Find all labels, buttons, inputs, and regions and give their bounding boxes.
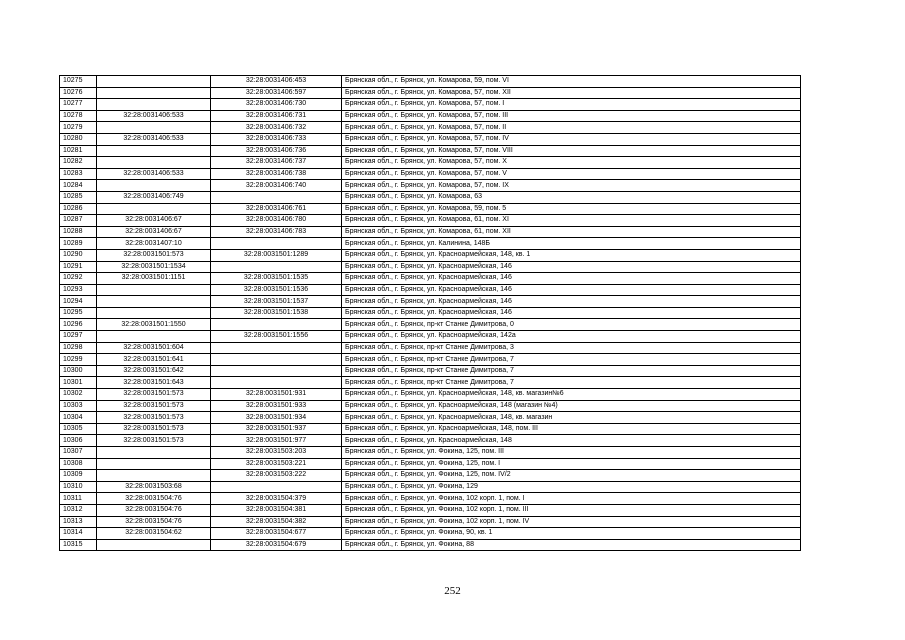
table-row (60, 504, 801, 516)
table-row (60, 249, 801, 261)
table-row (60, 87, 801, 99)
address-cell: Брянская обл., г. Брянск, ул. Фокина, 90, кв. 1 (342, 528, 801, 540)
table-row (60, 365, 801, 377)
cadastral-number-cell: 32:28:0031504:379 (211, 493, 342, 505)
table-row (60, 307, 801, 319)
row-number-cell: 10289 (60, 238, 97, 250)
row-number-cell: 10287 (60, 215, 97, 227)
address-cell: Брянская обл., г. Брянск, пр-кт Станке Димитрова, 0 (342, 319, 801, 331)
cadastral-number-cell: 32:28:0031501:1535 (211, 273, 342, 285)
row-number-cell: 10291 (60, 261, 97, 273)
row-number-cell: 10281 (60, 145, 97, 157)
address-cell: Брянская обл., г. Брянск, ул. Красноармейская, 148, пом. III (342, 423, 801, 435)
table-row (60, 342, 801, 354)
cadastral-number-cell: 32:28:0031406:731 (211, 110, 342, 122)
cadastral-number-cell (211, 365, 342, 377)
table-row (60, 238, 801, 250)
cadastral-number-cell (211, 261, 342, 273)
table-row (60, 110, 801, 122)
address-cell: Брянская обл., г. Брянск, пр-кт Станке Димитрова, 7 (342, 377, 801, 389)
address-cell: Брянская обл., г. Брянск, ул. Фокина, 102 корп. 1, пом. III (342, 504, 801, 516)
cadastral-number-cell (211, 191, 342, 203)
address-cell: Брянская обл., г. Брянск, ул. Фокина, 125, пом. III (342, 447, 801, 459)
address-cell: Брянская обл., г. Брянск, ул. Красноармейская, 148 (342, 435, 801, 447)
parent-cadastral-number-cell: 32:28:0031501:1534 (97, 261, 211, 273)
address-cell: Брянская обл., г. Брянск, ул. Комарова, 57, пом. IX (342, 180, 801, 192)
table-row (60, 458, 801, 470)
table-row (60, 423, 801, 435)
parent-cadastral-number-cell: 32:28:0031501:1151 (97, 273, 211, 285)
parent-cadastral-number-cell: 32:28:0031501:642 (97, 365, 211, 377)
row-number-cell: 10308 (60, 458, 97, 470)
row-number-cell: 10309 (60, 470, 97, 482)
cadastral-number-cell: 32:28:0031503:203 (211, 447, 342, 459)
address-cell: Брянская обл., г. Брянск, ул. Красноармейская, 146 (342, 307, 801, 319)
parent-cadastral-number-cell: 32:28:0031501:573 (97, 423, 211, 435)
row-number-cell: 10297 (60, 331, 97, 343)
cadastral-number-cell: 32:28:0031504:679 (211, 539, 342, 551)
address-cell: Брянская обл., г. Брянск, ул. Фокина, 88 (342, 539, 801, 551)
cadastral-number-cell (211, 377, 342, 389)
cadastral-number-cell: 32:28:0031503:222 (211, 470, 342, 482)
page-number: 252 (444, 585, 461, 597)
table-row (60, 203, 801, 215)
cadastral-number-cell: 32:28:0031501:1536 (211, 284, 342, 296)
cadastral-number-cell: 32:28:0031501:931 (211, 389, 342, 401)
table-row (60, 435, 801, 447)
address-cell: Брянская обл., г. Брянск, ул. Красноармейская, 146 (342, 261, 801, 273)
parent-cadastral-number-cell: 32:28:0031501:1550 (97, 319, 211, 331)
row-number-cell: 10299 (60, 354, 97, 366)
cadastral-number-cell: 32:28:0031406:783 (211, 226, 342, 238)
address-cell: Брянская обл., г. Брянск, пр-кт Станке Димитрова, 3 (342, 342, 801, 354)
cadastral-number-cell: 32:28:0031501:934 (211, 412, 342, 424)
parent-cadastral-number-cell (97, 447, 211, 459)
parent-cadastral-number-cell (97, 145, 211, 157)
row-number-cell: 10280 (60, 133, 97, 145)
row-number-cell: 10286 (60, 203, 97, 215)
row-number-cell: 10295 (60, 307, 97, 319)
table-row (60, 470, 801, 482)
parent-cadastral-number-cell: 32:28:0031406:749 (97, 191, 211, 203)
address-cell: Брянская обл., г. Брянск, ул. Фокина, 125, пом. I (342, 458, 801, 470)
table-row (60, 145, 801, 157)
address-cell: Брянская обл., г. Брянск, ул. Красноармейская, 146 (342, 284, 801, 296)
cadastral-number-cell: 32:28:0031406:737 (211, 157, 342, 169)
table-row (60, 447, 801, 459)
table-row (60, 99, 801, 111)
address-cell: Брянская обл., г. Брянск, ул. Комарова, 59, пом. VI (342, 76, 801, 88)
cadastral-number-cell: 32:28:0031406:453 (211, 76, 342, 88)
cadastral-number-cell: 32:28:0031504:381 (211, 504, 342, 516)
parent-cadastral-number-cell (97, 284, 211, 296)
parent-cadastral-number-cell: 32:28:0031504:76 (97, 516, 211, 528)
address-cell: Брянская обл., г. Брянск, ул. Красноармейская, 142а (342, 331, 801, 343)
cadastral-number-cell: 32:28:0031503:221 (211, 458, 342, 470)
table-row (60, 296, 801, 308)
parent-cadastral-number-cell (97, 539, 211, 551)
cadastral-number-cell: 32:28:0031406:732 (211, 122, 342, 134)
address-cell: Брянская обл., г. Брянск, ул. Красноармейская, 146 (342, 296, 801, 308)
row-number-cell: 10307 (60, 447, 97, 459)
table-row (60, 191, 801, 203)
address-cell: Брянская обл., г. Брянск, ул. Комарова, 57, пом. V (342, 168, 801, 180)
row-number-cell: 10288 (60, 226, 97, 238)
table-row (60, 319, 801, 331)
table-row (60, 389, 801, 401)
address-cell: Брянская обл., г. Брянск, ул. Калинина, 148Б (342, 238, 801, 250)
row-number-cell: 10294 (60, 296, 97, 308)
parent-cadastral-number-cell: 32:28:0031501:573 (97, 249, 211, 261)
parent-cadastral-number-cell: 32:28:0031406:67 (97, 226, 211, 238)
row-number-cell: 10301 (60, 377, 97, 389)
table-row (60, 354, 801, 366)
table-row (60, 261, 801, 273)
parent-cadastral-number-cell: 32:28:0031501:573 (97, 435, 211, 447)
parent-cadastral-number-cell: 32:28:0031406:533 (97, 133, 211, 145)
parent-cadastral-number-cell: 32:28:0031501:643 (97, 377, 211, 389)
table-row (60, 528, 801, 540)
address-cell: Брянская обл., г. Брянск, ул. Комарова, 63 (342, 191, 801, 203)
address-cell: Брянская обл., г. Брянск, пр-кт Станке Димитрова, 7 (342, 365, 801, 377)
parent-cadastral-number-cell (97, 157, 211, 169)
cadastral-number-cell: 32:28:0031501:977 (211, 435, 342, 447)
address-cell: Брянская обл., г. Брянск, ул. Комарова, 57, пом. VIII (342, 145, 801, 157)
row-number-cell: 10315 (60, 539, 97, 551)
address-cell: Брянская обл., г. Брянск, ул. Фокина, 129 (342, 481, 801, 493)
cadastral-number-cell: 32:28:0031501:937 (211, 423, 342, 435)
parent-cadastral-number-cell: 32:28:0031504:76 (97, 504, 211, 516)
row-number-cell: 10279 (60, 122, 97, 134)
cadastral-number-cell: 32:28:0031406:780 (211, 215, 342, 227)
parent-cadastral-number-cell: 32:28:0031406:533 (97, 110, 211, 122)
address-cell: Брянская обл., г. Брянск, ул. Красноармейская, 148 (магазин №4) (342, 400, 801, 412)
address-cell: Брянская обл., г. Брянск, ул. Комарова, 61, пом. XI (342, 215, 801, 227)
table-row (60, 331, 801, 343)
row-number-cell: 10313 (60, 516, 97, 528)
address-cell: Брянская обл., г. Брянск, ул. Фокина, 102 корп. 1, пом. IV (342, 516, 801, 528)
parent-cadastral-number-cell: 32:28:0031504:62 (97, 528, 211, 540)
parent-cadastral-number-cell (97, 203, 211, 215)
row-number-cell: 10296 (60, 319, 97, 331)
cadastral-number-cell (211, 319, 342, 331)
row-number-cell: 10285 (60, 191, 97, 203)
table-row (60, 377, 801, 389)
row-number-cell: 10275 (60, 76, 97, 88)
parent-cadastral-number-cell: 32:28:0031501:573 (97, 412, 211, 424)
table-row (60, 481, 801, 493)
row-number-cell: 10283 (60, 168, 97, 180)
row-number-cell: 10277 (60, 99, 97, 111)
cadastral-number-cell: 32:28:0031504:677 (211, 528, 342, 540)
cadastral-number-cell (211, 342, 342, 354)
registry-table (59, 75, 801, 551)
address-cell: Брянская обл., г. Брянск, ул. Фокина, 125, пом. IV/2 (342, 470, 801, 482)
cadastral-number-cell: 32:28:0031501:1538 (211, 307, 342, 319)
address-cell: Брянская обл., г. Брянск, ул. Комарова, 57, пом. X (342, 157, 801, 169)
row-number-cell: 10311 (60, 493, 97, 505)
table-row (60, 539, 801, 551)
parent-cadastral-number-cell: 32:28:0031501:641 (97, 354, 211, 366)
address-cell: Брянская обл., г. Брянск, ул. Фокина, 102 корп. 1, пом. I (342, 493, 801, 505)
table-row (60, 157, 801, 169)
row-number-cell: 10312 (60, 504, 97, 516)
parent-cadastral-number-cell (97, 331, 211, 343)
row-number-cell: 10310 (60, 481, 97, 493)
cadastral-number-cell: 32:28:0031501:933 (211, 400, 342, 412)
parent-cadastral-number-cell: 32:28:0031504:76 (97, 493, 211, 505)
table-row (60, 493, 801, 505)
address-cell: Брянская обл., г. Брянск, ул. Комарова, 57, пом. II (342, 122, 801, 134)
table-row (60, 133, 801, 145)
parent-cadastral-number-cell: 32:28:0031406:533 (97, 168, 211, 180)
cadastral-number-cell: 32:28:0031406:736 (211, 145, 342, 157)
row-number-cell: 10314 (60, 528, 97, 540)
parent-cadastral-number-cell: 32:28:0031503:68 (97, 481, 211, 493)
cadastral-number-cell (211, 354, 342, 366)
table-row (60, 400, 801, 412)
table-row (60, 412, 801, 424)
cadastral-number-cell: 32:28:0031406:740 (211, 180, 342, 192)
parent-cadastral-number-cell (97, 307, 211, 319)
parent-cadastral-number-cell (97, 470, 211, 482)
parent-cadastral-number-cell: 32:28:0031501:604 (97, 342, 211, 354)
address-cell: Брянская обл., г. Брянск, ул. Комарова, 57, пом. IV (342, 133, 801, 145)
table-row (60, 284, 801, 296)
cadastral-number-cell: 32:28:0031406:733 (211, 133, 342, 145)
row-number-cell: 10276 (60, 87, 97, 99)
row-number-cell: 10298 (60, 342, 97, 354)
cadastral-number-cell: 32:28:0031504:382 (211, 516, 342, 528)
row-number-cell: 10290 (60, 249, 97, 261)
cadastral-number-cell (211, 481, 342, 493)
parent-cadastral-number-cell (97, 180, 211, 192)
table-row (60, 215, 801, 227)
cadastral-number-cell: 32:28:0031406:730 (211, 99, 342, 111)
row-number-cell: 10284 (60, 180, 97, 192)
parent-cadastral-number-cell (97, 76, 211, 88)
row-number-cell: 10305 (60, 423, 97, 435)
parent-cadastral-number-cell (97, 87, 211, 99)
row-number-cell: 10302 (60, 389, 97, 401)
row-number-cell: 10303 (60, 400, 97, 412)
row-number-cell: 10282 (60, 157, 97, 169)
address-cell: Брянская обл., г. Брянск, ул. Красноармейская, 148, кв. магазин (342, 412, 801, 424)
address-cell: Брянская обл., г. Брянск, ул. Комарова, 57, пом. I (342, 99, 801, 111)
table-row (60, 273, 801, 285)
parent-cadastral-number-cell (97, 99, 211, 111)
table-row (60, 168, 801, 180)
row-number-cell: 10292 (60, 273, 97, 285)
address-cell: Брянская обл., г. Брянск, пр-кт Станке Димитрова, 7 (342, 354, 801, 366)
cadastral-number-cell: 32:28:0031406:761 (211, 203, 342, 215)
address-cell: Брянская обл., г. Брянск, ул. Комарова, 61, пом. XII (342, 226, 801, 238)
address-cell: Брянская обл., г. Брянск, ул. Комарова, 57, пом. III (342, 110, 801, 122)
cadastral-number-cell (211, 238, 342, 250)
row-number-cell: 10300 (60, 365, 97, 377)
address-cell: Брянская обл., г. Брянск, ул. Красноармейская, 148, кв. магазин№6 (342, 389, 801, 401)
parent-cadastral-number-cell: 32:28:0031406:67 (97, 215, 211, 227)
cadastral-number-cell: 32:28:0031406:597 (211, 87, 342, 99)
address-cell: Брянская обл., г. Брянск, ул. Комарова, 59, пом. 5 (342, 203, 801, 215)
table-row (60, 226, 801, 238)
address-cell: Брянская обл., г. Брянск, ул. Красноармейская, 148, кв. 1 (342, 249, 801, 261)
address-cell: Брянская обл., г. Брянск, ул. Красноармейская, 146 (342, 273, 801, 285)
cadastral-number-cell: 32:28:0031501:1556 (211, 331, 342, 343)
row-number-cell: 10278 (60, 110, 97, 122)
parent-cadastral-number-cell: 32:28:0031501:573 (97, 400, 211, 412)
cadastral-number-cell: 32:28:0031501:1537 (211, 296, 342, 308)
row-number-cell: 10293 (60, 284, 97, 296)
parent-cadastral-number-cell: 32:28:0031407:10 (97, 238, 211, 250)
table-row (60, 76, 801, 88)
address-cell: Брянская обл., г. Брянск, ул. Комарова, 57, пом. XII (342, 87, 801, 99)
parent-cadastral-number-cell (97, 122, 211, 134)
registry-table-body (60, 76, 801, 551)
parent-cadastral-number-cell: 32:28:0031501:573 (97, 389, 211, 401)
table-row (60, 516, 801, 528)
cadastral-number-cell: 32:28:0031501:1289 (211, 249, 342, 261)
table-row (60, 180, 801, 192)
parent-cadastral-number-cell (97, 296, 211, 308)
row-number-cell: 10304 (60, 412, 97, 424)
row-number-cell: 10306 (60, 435, 97, 447)
table-row (60, 122, 801, 134)
parent-cadastral-number-cell (97, 458, 211, 470)
cadastral-number-cell: 32:28:0031406:738 (211, 168, 342, 180)
